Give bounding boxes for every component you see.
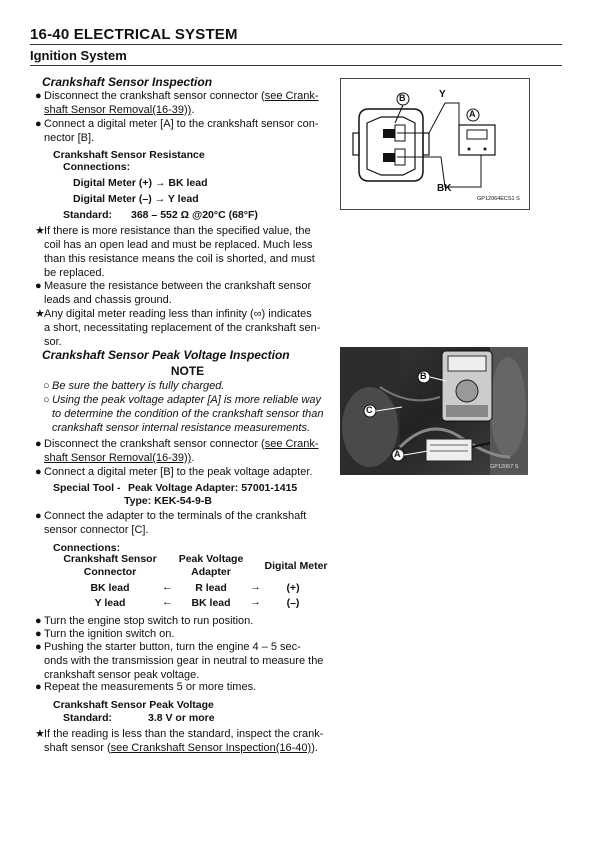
label-bk-lead: BK <box>437 183 452 194</box>
col-header-sensor: Crankshaft Sensor Connector <box>63 553 157 578</box>
bullet-starter: ● Pushing the starter button, turn the engine 4 – 5 sec- onds with the transmission gear in neutral to measure the crankshaft sensor peak voltage. <box>35 641 324 681</box>
standard-value: 368 – 552 Ω @20°C (68°F) <box>131 209 258 221</box>
connection-row-2: Digital Meter (–) → Y lead <box>73 193 199 205</box>
figure-code: GP12064ECS1 S <box>477 196 520 202</box>
callout-a-photo: A <box>394 449 401 459</box>
header-rule <box>30 44 562 45</box>
row2-arrow-right: → <box>250 596 261 608</box>
standard-label: Standard: <box>63 209 113 221</box>
peak-voltage-standard-label: Standard: <box>63 712 113 724</box>
row2-adapter: BK lead <box>191 597 231 609</box>
peak-voltage-heading: Crankshaft Sensor Peak Voltage Inspection <box>42 348 290 362</box>
link-crankshaft-inspection[interactable]: see Crankshaft Sensor Inspection(16-40) <box>110 742 312 754</box>
peak-voltage-spec-title: Crankshaft Sensor Peak Voltage <box>53 699 214 711</box>
bullet-measure-ground: ● Measure the resistance between the crankshaft sensor leads and chassis ground. <box>35 280 312 306</box>
connector-diagram-svg <box>341 79 529 209</box>
bullet-disconnect-1: ● Disconnect the crankshaft sensor connector (see Crank- shaft Sensor Removal(16-39)). <box>35 90 319 116</box>
section-heading: Ignition System <box>30 48 127 63</box>
label-y-lead: Y <box>439 89 446 100</box>
link-crankshaft-removal-2b[interactable]: shaft Sensor Removal(16-39)) <box>44 452 192 464</box>
row2-arrow-left: ← <box>162 596 173 608</box>
callout-b-photo: B <box>420 371 427 381</box>
row1-meter: (+) <box>286 582 300 594</box>
col-header-meter: Digital Meter <box>264 560 328 572</box>
special-tool-name: Peak Voltage Adapter: 57001-1415 <box>128 482 298 494</box>
crankshaft-sensor-inspection-heading: Crankshaft Sensor Inspection <box>42 75 213 89</box>
row1-arrow-right: → <box>250 581 261 593</box>
row1-arrow-left: ← <box>162 581 173 593</box>
star-open-lead: ★ If there is more resistance than the specified value, the coil has an open lead and must be replaced. Much less than this resistance means the coil is shorted, and must be replaced. <box>35 225 315 279</box>
connector-diagram <box>340 78 530 210</box>
page-title: 16-40 ELECTRICAL SYSTEM <box>30 26 238 43</box>
special-tool-type: Type: KEK-54-9-B <box>124 495 212 507</box>
bullet-repeat: ● Repeat the measurements 5 or more times. <box>35 681 257 693</box>
link-crankshaft-removal-1[interactable]: see Crank- <box>264 90 319 102</box>
bullet-stop-switch: ● Turn the engine stop switch to run position. <box>35 615 254 627</box>
special-tool-label: Special Tool - <box>53 482 121 494</box>
resistance-spec-title: Crankshaft Sensor Resistance <box>53 149 205 161</box>
bullet-connect-adapter: ● Connect the adapter to the terminals of the crankshaft sensor connector [C]. <box>35 510 307 536</box>
bullet-ignition-on: ● Turn the ignition switch on. <box>35 628 175 640</box>
row2-sensor: Y lead <box>94 597 126 609</box>
bullet-connect-meter-1: ● Connect a digital meter [A] to the crankshaft sensor con- nector [B]. <box>35 118 319 144</box>
callout-a: A <box>469 109 476 119</box>
peak-voltage-standard-value: 3.8 V or more <box>148 712 215 724</box>
star-short: ★ Any digital meter reading less than infinity (∞) indicates a short, necessitating replacement of the crankshaft sen- sor. <box>35 308 321 348</box>
col-header-adapter: Peak Voltage Adapter <box>178 553 244 578</box>
row2-meter: (–) <box>286 597 300 609</box>
link-crankshaft-removal-2[interactable]: see Crank- <box>264 438 319 450</box>
note-adapter: ○ Using the peak voltage adapter [A] is more reliable way to determine the condition of the crankshaft sensor than crankshaft sensor internal resistance measurements. <box>43 394 324 434</box>
connections-label-2: Connections: <box>53 542 121 554</box>
bullet-disconnect-2: ● Disconnect the crankshaft sensor connector (see Crank- shaft Sensor Removal(16-39)). <box>35 438 319 464</box>
bullet-connect-meter-2: ● Connect a digital meter [B] to the peak voltage adapter. <box>35 466 313 478</box>
subheader-rule <box>30 65 562 66</box>
star-reading-low: ★ If the reading is less than the standard, inspect the crank- shaft sensor (see Crankshaft Sensor Inspection(16-40)). <box>35 728 324 754</box>
note-title: NOTE <box>170 364 205 378</box>
peak-voltage-photo <box>340 347 528 475</box>
photo-code: GP12067 S <box>490 464 519 470</box>
callout-c-photo: C <box>366 405 373 415</box>
connections-label: Connections: <box>63 161 131 173</box>
note-battery: ○ Be sure the battery is fully charged. <box>43 380 225 392</box>
row1-adapter: R lead <box>195 582 227 594</box>
connection-row-1: Digital Meter (+) → BK lead <box>73 177 208 189</box>
link-crankshaft-removal-1b[interactable]: shaft Sensor Removal(16-39)) <box>44 104 192 116</box>
row1-sensor: BK lead <box>90 582 130 594</box>
callout-b: B <box>399 93 406 103</box>
